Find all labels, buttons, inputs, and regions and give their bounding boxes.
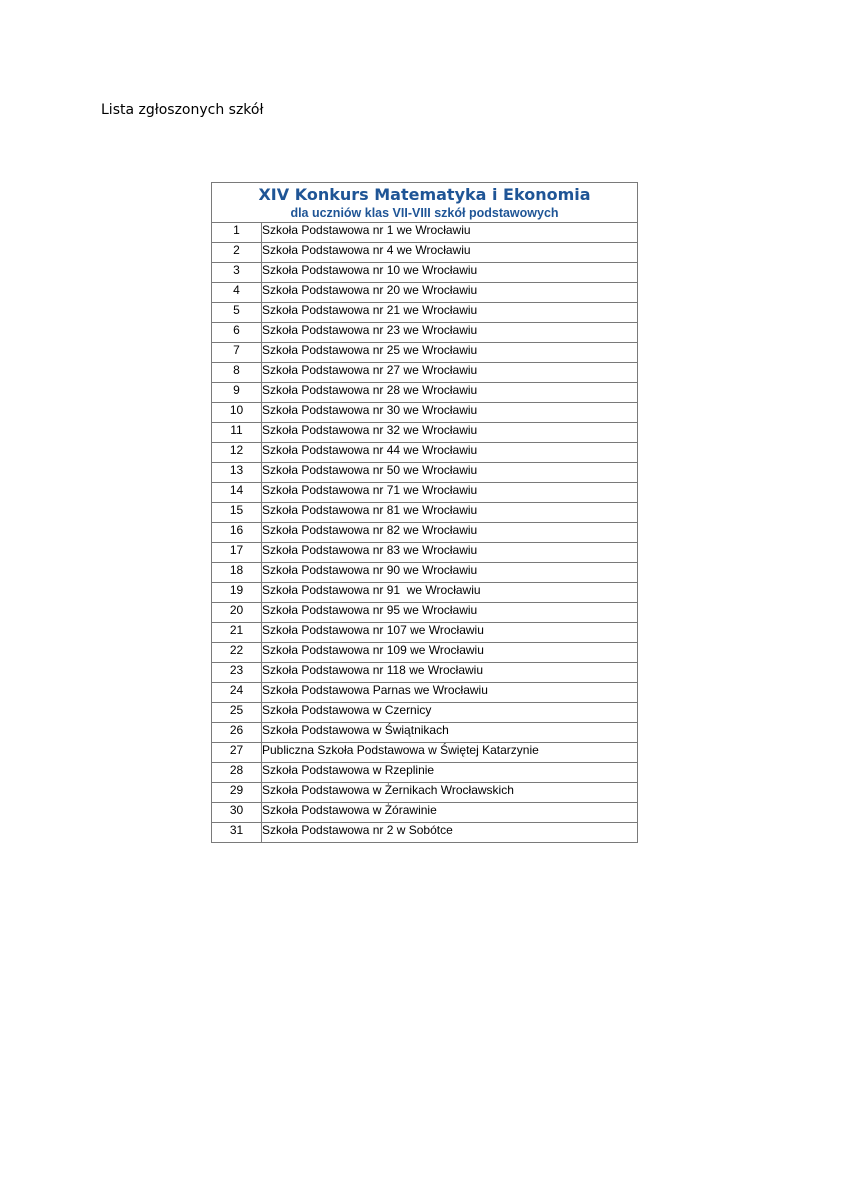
table-row xyxy=(212,223,638,243)
table-row xyxy=(212,823,638,843)
school-name: Publiczna Szkoła Podstawowa w Świętej Katarzynie xyxy=(262,743,638,763)
row-number: 17 xyxy=(212,543,262,563)
row-number: 16 xyxy=(212,523,262,543)
table-row xyxy=(212,443,638,463)
table-header xyxy=(212,183,638,223)
table-row xyxy=(212,563,638,583)
table-row xyxy=(212,583,638,603)
row-number: 26 xyxy=(212,723,262,743)
row-number: 25 xyxy=(212,703,262,723)
table-row xyxy=(212,283,638,303)
row-number: 1 xyxy=(212,223,262,243)
school-name: Szkoła Podstawowa w Czernicy xyxy=(262,703,638,723)
school-name: Szkoła Podstawowa nr 23 we Wrocławiu xyxy=(262,323,638,343)
school-name: Szkoła Podstawowa nr 28 we Wrocławiu xyxy=(262,383,638,403)
table-row xyxy=(212,523,638,543)
table-row xyxy=(212,703,638,723)
school-name: Szkoła Podstawowa nr 109 we Wrocławiu xyxy=(262,643,638,663)
table-header-row xyxy=(212,183,638,223)
row-number: 12 xyxy=(212,443,262,463)
school-name: Szkoła Podstawowa w Żórawinie xyxy=(262,803,638,823)
row-number: 30 xyxy=(212,803,262,823)
school-name: Szkoła Podstawowa w Rzeplinie xyxy=(262,763,638,783)
row-number: 6 xyxy=(212,323,262,343)
school-name: Szkoła Podstawowa nr 91 we Wrocławiu xyxy=(262,583,638,603)
school-name: Szkoła Podstawowa nr 4 we Wrocławiu xyxy=(262,243,638,263)
row-number: 28 xyxy=(212,763,262,783)
school-name: Szkoła Podstawowa nr 107 we Wrocławiu xyxy=(262,623,638,643)
school-name: Szkoła Podstawowa nr 32 we Wrocławiu xyxy=(262,423,638,443)
row-number: 11 xyxy=(212,423,262,443)
row-number: 23 xyxy=(212,663,262,683)
row-number: 5 xyxy=(212,303,262,323)
table-subtitle: dla uczniów klas VII-VIII szkół podstawowych xyxy=(290,206,559,220)
table-row xyxy=(212,623,638,643)
row-number: 19 xyxy=(212,583,262,603)
school-name: Szkoła Podstawowa nr 1 we Wrocławiu xyxy=(262,223,638,243)
school-name: Szkoła Podstawowa w Świątnikach xyxy=(262,723,638,743)
schools-table xyxy=(211,182,638,843)
row-number: 18 xyxy=(212,563,262,583)
school-name: Szkoła Podstawowa nr 50 we Wrocławiu xyxy=(262,463,638,483)
row-number: 10 xyxy=(212,403,262,423)
school-name: Szkoła Podstawowa nr 21 we Wrocławiu xyxy=(262,303,638,323)
school-name: Szkoła Podstawowa nr 20 we Wrocławiu xyxy=(262,283,638,303)
school-name: Szkoła Podstawowa nr 30 we Wrocławiu xyxy=(262,403,638,423)
table-row xyxy=(212,423,638,443)
school-name: Szkoła Podstawowa Parnas we Wrocławiu xyxy=(262,683,638,703)
row-number: 21 xyxy=(212,623,262,643)
table-row xyxy=(212,483,638,503)
row-number: 29 xyxy=(212,783,262,803)
table-row xyxy=(212,543,638,563)
row-number: 31 xyxy=(212,823,262,843)
school-name: Szkoła Podstawowa nr 81 we Wrocławiu xyxy=(262,503,638,523)
table-row xyxy=(212,303,638,323)
table-row xyxy=(212,323,638,343)
school-name: Szkoła Podstawowa nr 83 we Wrocławiu xyxy=(262,543,638,563)
school-name: Szkoła Podstawowa nr 2 w Sobótce xyxy=(262,823,638,843)
table-title: XIV Konkurs Matematyka i Ekonomia xyxy=(258,185,591,204)
table-row xyxy=(212,263,638,283)
table-row xyxy=(212,663,638,683)
table-row xyxy=(212,603,638,623)
table-row xyxy=(212,243,638,263)
school-name: Szkoła Podstawowa nr 71 we Wrocławiu xyxy=(262,483,638,503)
table-row xyxy=(212,803,638,823)
row-number: 7 xyxy=(212,343,262,363)
table-row xyxy=(212,383,638,403)
row-number: 13 xyxy=(212,463,262,483)
table-row xyxy=(212,683,638,703)
school-name: Szkoła Podstawowa w Żernikach Wrocławskich xyxy=(262,783,638,803)
school-name: Szkoła Podstawowa nr 90 we Wrocławiu xyxy=(262,563,638,583)
school-name: Szkoła Podstawowa nr 10 we Wrocławiu xyxy=(262,263,638,283)
table-row xyxy=(212,463,638,483)
row-number: 4 xyxy=(212,283,262,303)
table-row xyxy=(212,643,638,663)
row-number: 27 xyxy=(212,743,262,763)
row-number: 20 xyxy=(212,603,262,623)
row-number: 8 xyxy=(212,363,262,383)
school-name: Szkoła Podstawowa nr 25 we Wrocławiu xyxy=(262,343,638,363)
school-name: Szkoła Podstawowa nr 118 we Wrocławiu xyxy=(262,663,638,683)
table-row xyxy=(212,503,638,523)
page-heading: Lista zgłoszonych szkół xyxy=(101,102,264,118)
school-name: Szkoła Podstawowa nr 44 we Wrocławiu xyxy=(262,443,638,463)
table-row xyxy=(212,723,638,743)
row-number: 15 xyxy=(212,503,262,523)
row-number: 22 xyxy=(212,643,262,663)
row-number: 2 xyxy=(212,243,262,263)
table-row xyxy=(212,763,638,783)
row-number: 14 xyxy=(212,483,262,503)
table-row xyxy=(212,403,638,423)
table-row xyxy=(212,743,638,763)
school-name: Szkoła Podstawowa nr 82 we Wrocławiu xyxy=(262,523,638,543)
row-number: 3 xyxy=(212,263,262,283)
row-number: 24 xyxy=(212,683,262,703)
table-row xyxy=(212,343,638,363)
table-row xyxy=(212,363,638,383)
school-name: Szkoła Podstawowa nr 27 we Wrocławiu xyxy=(262,363,638,383)
school-name: Szkoła Podstawowa nr 95 we Wrocławiu xyxy=(262,603,638,623)
table-row xyxy=(212,783,638,803)
row-number: 9 xyxy=(212,383,262,403)
